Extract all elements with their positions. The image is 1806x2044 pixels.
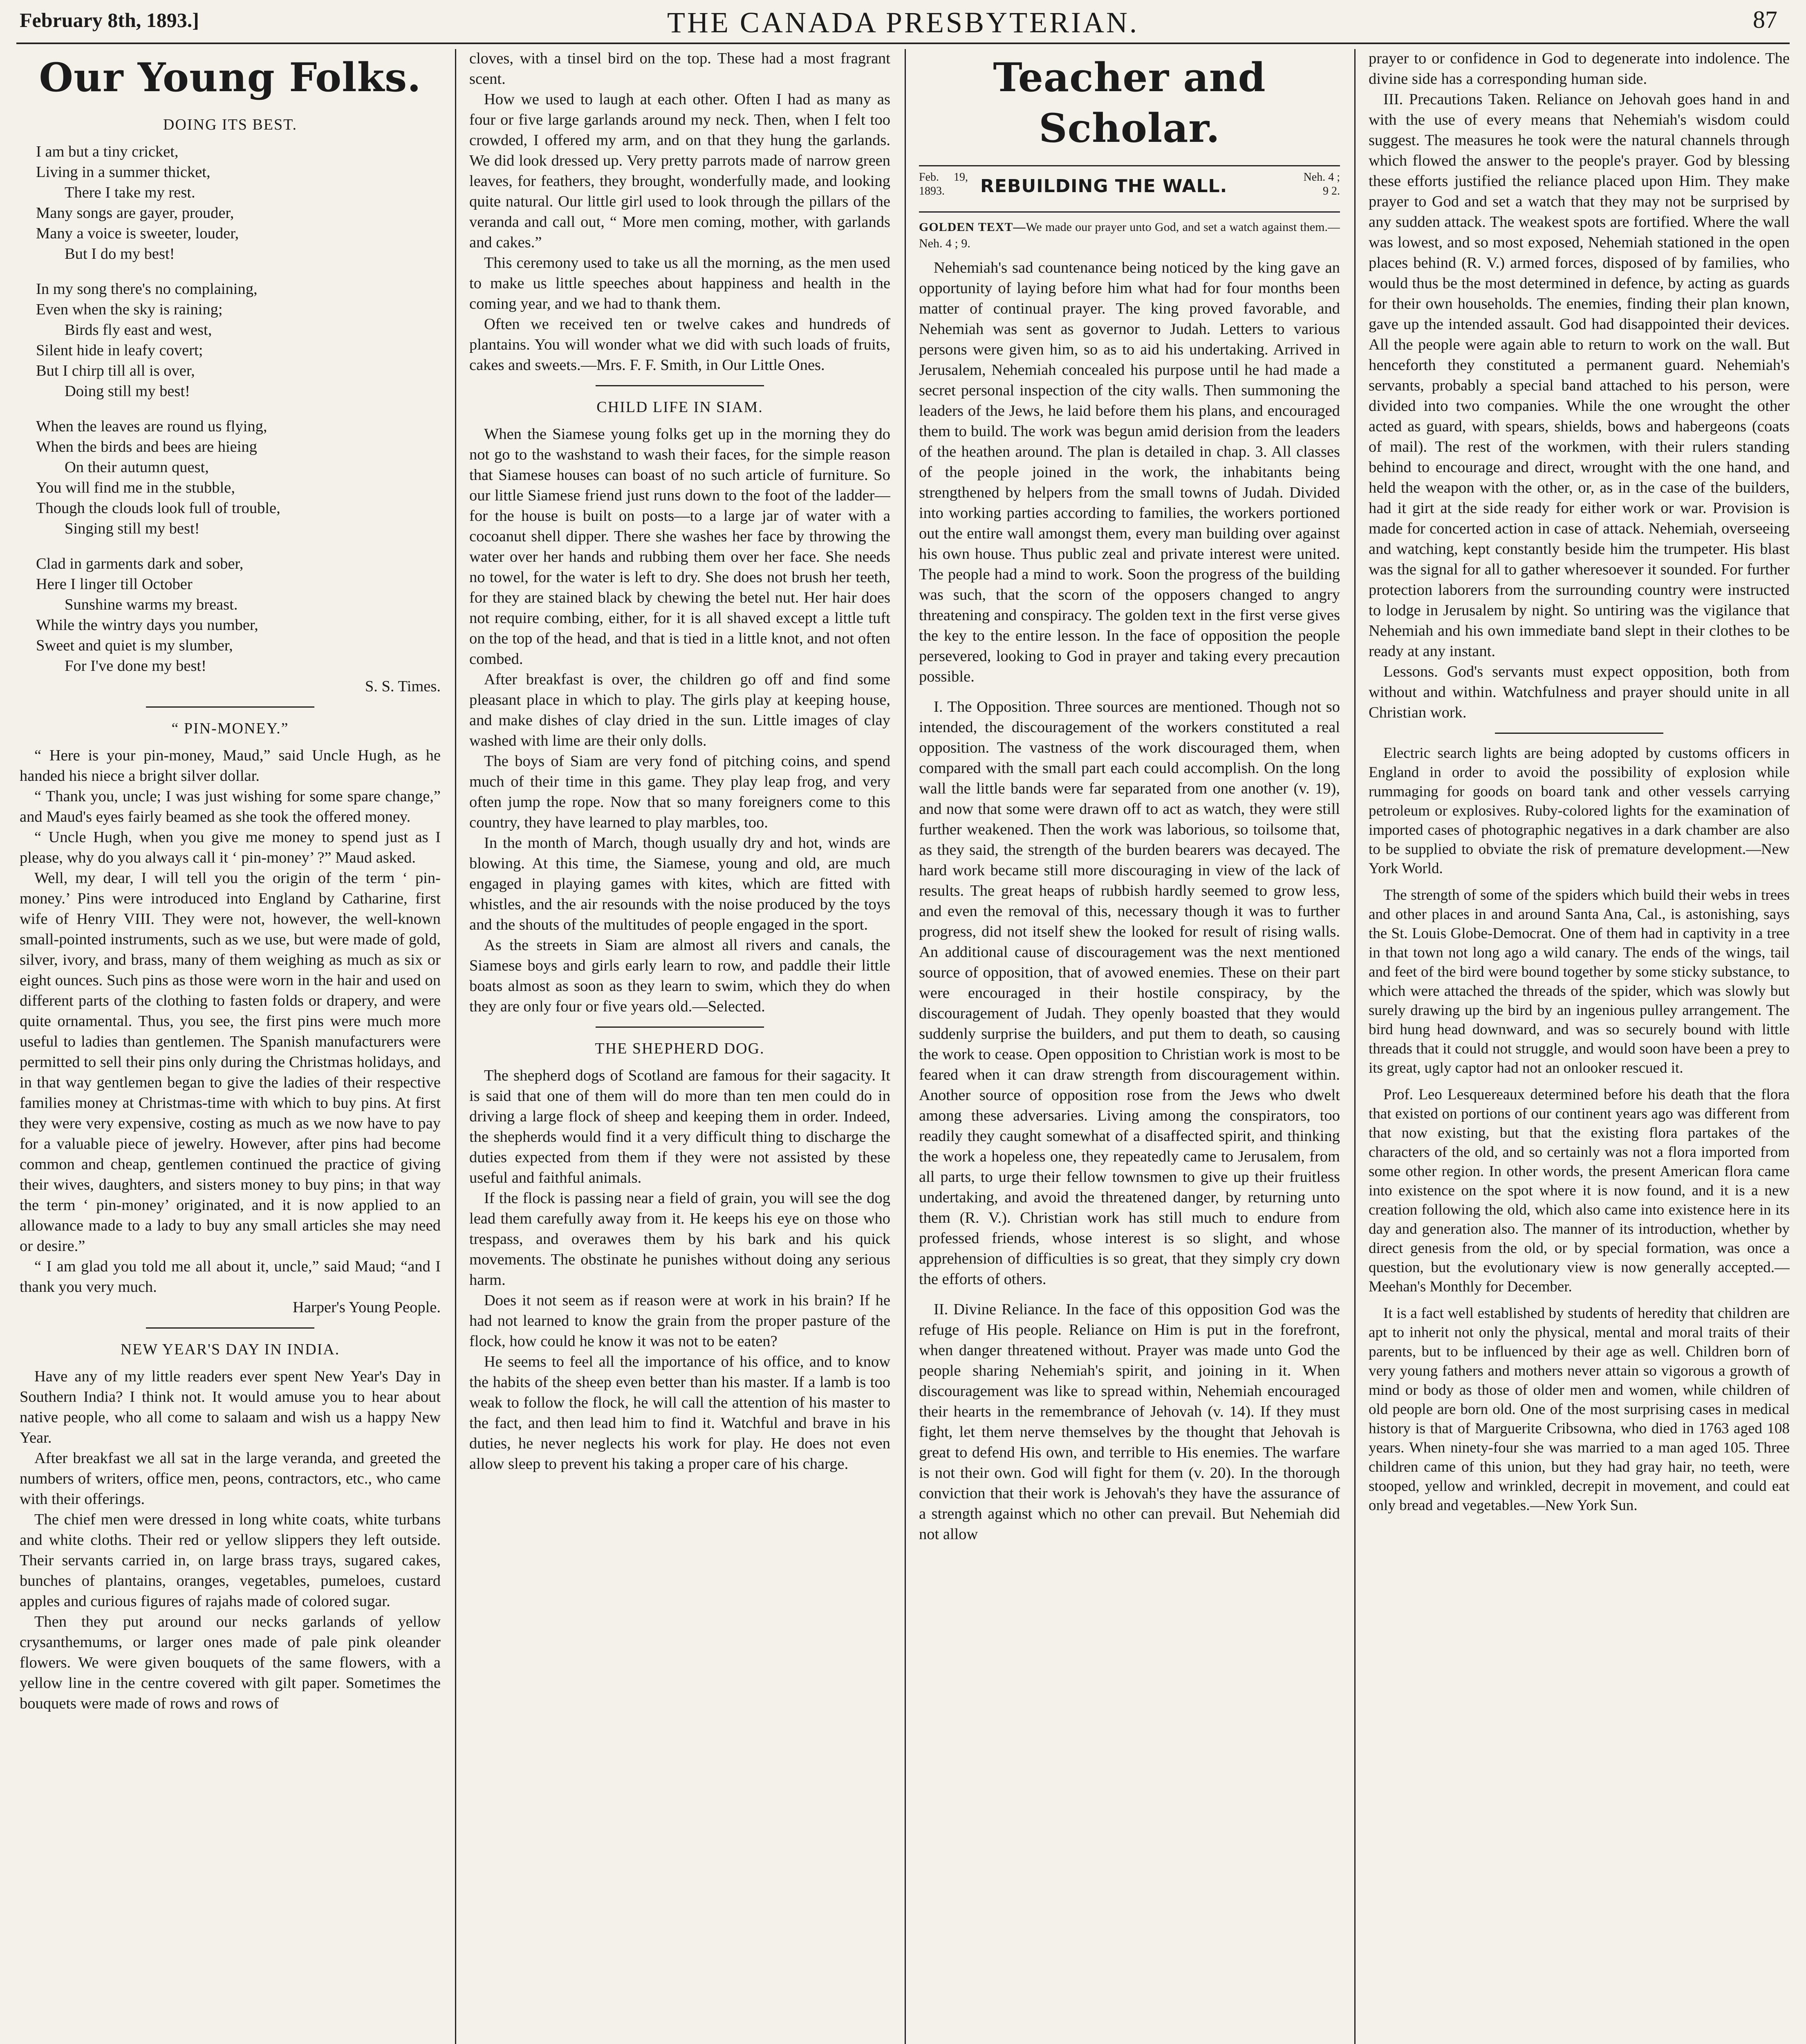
issue-date: February 8th, 1893.] — [20, 9, 199, 31]
lesson-reference: Neh. 4 ; 9 2. — [1303, 171, 1340, 197]
column-1 — [20, 48, 441, 2044]
masthead-title: THE CANADA PRESBYTERIAN. — [667, 6, 1139, 39]
article-paragraph: Lessons. God's servants must expect opposition, both from without and within. Watchfulness and prayer should unite in all Christian work. — [1369, 663, 1790, 721]
lesson-heading — [919, 165, 1340, 213]
lesson-title: REBUILDING THE WALL. — [980, 176, 1228, 197]
article-paragraph: The boys of Siam are very fond of pitching coins, and spend much of their time in this game. They play leap frog, and very often jump the rope. Now that so many foreigners come to this country, they have learned to play marbles, too. — [469, 753, 890, 831]
article-paragraph: After breakfast is over, the children go off and find some pleasant place in which to play. The girls play at keeping house, and make dishes of clay dried in the sun. Little images of clay washed with lime are their only dolls. — [469, 671, 890, 749]
column-2 — [469, 48, 890, 2044]
article-separator — [146, 1327, 314, 1329]
news-note: Prof. Leo Lesquereaux determined before his death that the flora that existed on portions of our continent years ago was different from that now existing, but that the existing flora partakes of the characters of the old, and so certainly was not a flora imported from some other region. In other words, the present American flora came into existence on the spot where it is now found, and it is a new creation following the old, which also came into existence here in its day and generation also. The manner of its introduction, whether by direct genesis from the old, or by special formation, was once a question, but the evolutionary view is now generally accepted.—Meehan's Monthly for December. — [1369, 1086, 1790, 1295]
poem — [20, 141, 441, 676]
poem-line: When the birds and bees are hieing — [36, 438, 257, 455]
news-note: It is a fact well established by students of heredity that children are apt to inherit not only the physical, mental and moral traits of their parents, but to be influenced by their age as well. Children born of very young fathers and mothers never attain so vigorous a growth of mind or body as those of older men and women, while children of old people are born old. One of the most surprising cases in medical history is that of Marguerite Cribsowna, who died in 1763 aged 108 years. When ninety-four she was married to a man aged 105. Three children came of this union, but they had gray hair, no teeth, were stooped, yellow and wrinkled, decrepit in movement, and could eat only bread and vegetables.—New York Sun. — [1369, 1305, 1790, 1514]
article-source: Harper's Young People. — [293, 1299, 441, 1316]
poem-source: S. S. Times. — [365, 678, 441, 695]
article-paragraph: II. Divine Reliance. In the face of this opposition God was the refuge of His people. Reliance on Him is put in the forefront, when danger threatened without. Prayer was made unto God the people sharing Nehemiah's spirit, and joining in it. When discouragement was like to spread within, Nehemiah encouraged their hearts in the remembrance of Jehovah (v. 14). If they must fight, let them nerve themselves by the thought that Jehovah is great to defend His own, and terrible to His enemies. The warfare is not their own. God will fight for them (v. 20). In the thorough conviction that their work is Jehovah's they have the assurance of a strength against which no other can prevail. But Nehemiah did not allow — [919, 1301, 1340, 1543]
article-title: THE SHEPHERD DOG. — [595, 1040, 765, 1057]
poem-line: While the wintry days you number, — [36, 616, 258, 634]
article-paragraph: Well, my dear, I will tell you the origin of the term ‘ pin-money.’ Pins were introduced into England by Catharine, first wife of Henry VIII. They were not, however, the well-known small-pointed instruments, such as we use, but were made of gold, silver, ivory, and brass, many of them weighing as much as six or eight ounces. Such pins as those were worn in the hair and used on different parts of the clothing to fasten folds or drapery, and were quite ornamental. Thus, you see, the first pins were much more useful to ladies than gentlemen. The Spanish manufacturers were permitted to sell their pins only during the Christmas holidays, and in that way gentlemen began to give the ladies of their respective families money at Christmas-time with which to buy pins. At first they were very expensive, costing as much as we now have to pay for a valuable piece of jewelry. However, after pins had become common and cheap, gentlemen continued the practice of giving their wives, daughters, and sisters money to buy pins; in that way the term ‘ pin-money’ originated, and it is now applied to an allowance made to a lady to buy any small articles she may need or desire.” — [20, 870, 441, 1255]
poem-line: Even when the sky is raining; — [36, 301, 223, 318]
golden-text — [919, 219, 1340, 252]
column-4 — [1369, 48, 1790, 2044]
article-paragraph: The chief men were dressed in long white coats, white turbans and white cloths. Their red or yellow slippers they left outside. Their servants carried in, on large brass trays, sugared cakes, bunches of plantains, oranges, vegetables, pumeloes, custard apples and curious figures of rajahs made of colored sugar. — [20, 1511, 441, 1610]
article-separator — [596, 385, 764, 386]
poem-line: On their autumn quest, — [65, 459, 209, 476]
news-note: The strength of some of the spiders which build their webs in trees and other places in and around Santa Ana, Cal., is astonishing, says the St. Louis Globe-Democrat. One of them had in captivity in a tree in that town not long ago a wild canary. The ends of the wings, tail and feet of the bird were bound together by some sticky substance, to which were attached the threads of the spider, which was slowly but surely drawing up the bird by an ingenious pulley arrangement. The bird hung head downward, and was so securely bound with little threads that it could not struggle, and would soon have been a prey to its great, ugly captor had not an onlooker rescued it. — [1369, 887, 1790, 1076]
poem-line: Birds fly east and west, — [65, 321, 212, 338]
article-paragraph: Does it not seem as if reason were at work in his brain? If he had not learned to know the grain from the proper pasture of the flock, how could he know it was not to be eaten? — [469, 1292, 890, 1350]
poem-stanza — [36, 416, 441, 539]
article-title: “ PIN-MONEY.” — [171, 720, 289, 737]
poem-line: There I take my rest. — [65, 184, 195, 201]
article-paragraph: Have any of my little readers ever spent New Year's Day in Southern India? I think not. It would amuse you to hear about native people, who all come to salaam and wish us a happy New Year. — [20, 1368, 441, 1446]
poem-line: Doing still my best! — [65, 383, 190, 400]
page-number: 87 — [1753, 6, 1777, 33]
page-header — [0, 0, 1806, 43]
article-title: CHILD LIFE IN SIAM. — [596, 399, 763, 416]
poem-stanza — [36, 141, 441, 264]
header-rule — [16, 43, 1790, 44]
article-paragraph: The shepherd dogs of Scotland are famous for their sagacity. It is said that one of them will do more than ten men could do in driving a large flock of sheep and keeping them in order. Indeed, the shepherds would find it a very difficult thing to discharge the duties expected from them if they were not assisted by these useful and faithful animals. — [469, 1067, 890, 1186]
poem-line: Singing still my best! — [65, 520, 200, 537]
article-separator — [146, 706, 314, 708]
article-paragraph: As the streets in Siam are almost all rivers and canals, the Siamese boys and girls early learn to row, and paddle their little boats almost as soon as they learn to swim, which they do when they are only four or five years old.—Selected. — [469, 937, 890, 1015]
article-paragraph: prayer to or confidence in God to degenerate into indolence. The divine side has a corresponding human side. — [1369, 50, 1790, 87]
column-divider — [455, 49, 456, 2044]
article-paragraph: He seems to feel all the importance of his office, and to know the habits of the sheep even better than his master. If a lamb is too weak to follow the flock, he will call the attention of his master to the fact, and then lead him to find it. Watchful and brave in his duties, he never neglects his work for play. He does not even allow sleep to prevent his taking a proper care of his charge. — [469, 1353, 890, 1472]
golden-text-label: GOLDEN TEXT— — [919, 220, 1026, 234]
column-divider — [1354, 49, 1356, 2044]
article-paragraph: cloves, with a tinsel bird on the top. These had a most fragrant scent. — [469, 50, 890, 87]
poem-line: Many songs are gayer, prouder, — [36, 204, 234, 222]
article-paragraph: When the Siamese young folks get up in the morning they do not go to the washstand to wash their faces, for the simple reason that Siamese houses can boast of no such article of furniture. So our little Siamese friend just runs down to the foot of the ladder—for the house is built on posts—to a large jar of water with a cocoanut shell dipper. There she washes her face by throwing the water over her hands and rubbing them over her face. She needs no towel, for the water is left to dry. She does not brush her teeth, for they are stained black by chewing the betel nut. Her hair does not require combing, either, for it is all shaved except a little tuft on the top of the head, and that is tied in a little knot, and not often combed. — [469, 426, 890, 668]
article-title: NEW YEAR'S DAY IN INDIA. — [120, 1341, 340, 1358]
article-paragraph: How we used to laugh at each other. Often I had as many as four or five large garlands around my neck. Then, when I felt too crowded, I offered my arm, and on that they hung the garlands. We did look dressed up. Very pretty parrots made of narrow green leaves, for feathers, they brought, wonderfully made, and looking quite natural. Our little girl used to look through the pillars of the veranda and call out, “ More men coming, mother, with garlands and cakes.” — [469, 91, 890, 251]
poem-line: You will find me in the stubble, — [36, 479, 235, 496]
section-banner-teacher-scholar: Teacher and Scholar. — [993, 54, 1266, 151]
column-3 — [919, 48, 1340, 2044]
poem-line: Many a voice is sweeter, louder, — [36, 225, 239, 242]
article-paragraph: In the month of March, though usually dry and hot, winds are blowing. At this time, the Siamese, young and old, are much engaged in playing games with kites, which are fitted with whistles, and the air resounds with the noise produced by the toys and the shouts of the multitudes of people engaged in the sport. — [469, 834, 890, 933]
poem-line: Here I linger till October — [36, 576, 193, 593]
poem-line: I am but a tiny cricket, — [36, 143, 179, 160]
poem-line: But I do my best! — [65, 245, 175, 262]
article-paragraph: “ Thank you, uncle; I was just wishing for some spare change,” and Maud's eyes fairly beamed as she took the offered money. — [20, 788, 441, 825]
article-paragraph: Then they put around our necks garlands of yellow crysanthemums, or larger ones made of pale pink oleander flowers. We were given bouquets of the same flowers, with a yellow line in the centre covered with gilt paper. Sometimes the bouquets were made of rows and rows of — [20, 1613, 441, 1712]
poem-line: Living in a summer thicket, — [36, 164, 211, 181]
news-notes — [1369, 744, 1790, 1515]
poem-line: Though the clouds look full of trouble, — [36, 500, 280, 517]
poem-line: In my song there's no complaining, — [36, 280, 258, 298]
column-divider — [905, 49, 906, 2044]
poem-line: When the leaves are round us flying, — [36, 418, 267, 435]
news-note: Electric search lights are being adopted by customs officers in England in order to avoid the possibility of explosion while rummaging for goods on board tank and other vessels carrying petroleum or explosives. Ruby-colored lights for the examination of imported cases of photographic negatives in a dark chamber are also to be supplied to obviate the risk of premature development.—New York World. — [1369, 745, 1790, 877]
poem-line: Silent hide in leafy covert; — [36, 342, 203, 359]
poem-title: DOING ITS BEST. — [163, 116, 297, 133]
poem-line: Sunshine warms my breast. — [65, 596, 238, 613]
article-separator — [596, 1026, 764, 1028]
article-paragraph: “ Uncle Hugh, when you give me money to spend just as I please, why do you always call it ‘ pin-money’ ?” Maud asked. — [20, 829, 441, 866]
article-paragraph: “ Here is your pin-money, Maud,” said Uncle Hugh, as he handed his niece a bright silver dollar. — [20, 747, 441, 784]
article-paragraph: I. The Opposition. Three sources are mentioned. Though not so intended, the discouragement of the workers constituted a real opposition. The vastness of the work discouraged them, when compared with the small part each could accomplish. On the long wall the little bands were far separated from one another (v. 19), and now that some were drawn off to act as watch, they were still further weakened. Then the work was laborious, so toilsome that, as they said, the strength of the burden bearers was decayed. The hard work became still more discouraging in view of the lack of results. The great heaps of rubbish hardly seemed to grow less, and even the removal of this, necessary though it was to further progress, did not itself shew the looked for result of rising walls. An additional cause of discouragement was the next mentioned source of opposition, that of avowed enemies. These on their part were encouraged in their hostile conspiracy, by the discouragement of Judah. They openly boasted that they would suddenly surprise the builders, and put them to death, so causing the work to cease. Open opposition to Christian work is most to be feared when it can draw strength from discouragement within. Another source of opposition rose from the Jews who dwelt among these adversaries. Living among the conspirators, too readily they caught somewhat of a disaffected spirit, and thinking the work a hopeless one, they repeatedly came to Jerusalem, from all parts, to urge their fellow townsmen to give up their fruitless undertaking, and avoid the threatened danger, by returning unto them (R. V.). Christian work has still much to endure from professed friends, whose interest is so slight, and whose apprehension of difficulties is so great, that they simply cry down the efforts of others. — [919, 698, 1340, 1288]
article-paragraph: This ceremony used to take us all the morning, as the men used to make us little speeches about happiness and health in the coming year, and we had to thank them. — [469, 254, 890, 312]
poem-stanza — [36, 554, 441, 676]
article-paragraph: “ I am glad you told me all about it, uncle,” said Maud; “and I thank you very much. — [20, 1258, 441, 1295]
golden-text-body: We made our prayer unto God, and set a watch against them.—Neh. 4 ; 9. — [919, 220, 1340, 250]
article-paragraph: Often we received ten or twelve cakes and hundreds of plantains. You will wonder what we did with such loads of fruits, cakes and sweets.—Mrs. F. F. Smith, in Our Little Ones. — [469, 316, 890, 374]
article-paragraph: III. Precautions Taken. Reliance on Jehovah goes hand in and with the use of every means that Nehemiah's wisdom could suggest. The measures he took were the natural channels through which flowed the answer to the people's prayer. God by blessing these efforts justified the reliance placed upon Him. They make prayer to God and set a watch that they may not be surprised by any sudden attack. The weakest spots are fortified. Where the wall was lowest, and so most exposed, Nehemiah stationed in the open places behind (R. V.) armed forces, disposed of by families, who would thus be the most determined in defence, by acting as guards for their own households. The enemies, finding their plan known, gave up the intended assault. God had disappointed their devices. All the people were again able to return to work on the wall. But henceforth they constituted a permanent guard. Nehemiah's servants, probably a special band attached to his person, were divided into two companies. While the one wrought the other acted as guard, with spears, shields, bows and habergeons (coats of mail). The rest of the workmen, with their rulers standing behind to encourage and direct, wrought with the one hand, and held the weapon with the other, or, as in the case of the builders, had it girt at the side ready for either work or war. Provision is made for concerted action in case of attack. Nehemiah, overseeing and watching, kept constantly beside him the trumpeter. His blast was the signal for all to gather wheresoever it sounded. For further protection laborers from the surrounding country were instructed to lodge in Jerusalem by night. So untiring was the vigilance that Nehemiah and his own immediate band slept in their clothes to be ready at any instant. — [1369, 91, 1790, 660]
article-paragraph: After breakfast we all sat in the large veranda, and greeted the numbers of writers, office men, peons, contractors, etc., who came with their offerings. — [20, 1450, 441, 1508]
poem-line: For I've done my best! — [65, 657, 206, 675]
poem-stanza — [36, 279, 441, 401]
lesson-date: Feb. 19, 1893. — [919, 171, 968, 197]
poem-line: But I chirp till all is over, — [36, 362, 195, 379]
section-banner-young-folks: Our Young Folks. — [39, 54, 421, 101]
article-paragraph: If the flock is passing near a field of grain, you will see the dog lead them carefully away from it. He keeps his eye on those who trespass, and overawes them by his bark and his quick movements. The obstinate he punishes without doing any serious harm. — [469, 1190, 890, 1289]
article-paragraph: Nehemiah's sad countenance being noticed by the king gave an opportunity of laying before him what had for four months been matter of continual prayer. The king proved favorable, and Nehemiah was sent as governor to Judah. Letters to various persons were given him, so as to aid his undertaking. Arrived in Jerusalem, Nehemiah concealed his purpose until he had made a secret personal inspection of the city walls. Then summoning the leaders of the Jews, he laid before them his plans, and encouraged them to build. The work was begun amid derision from the leaders of the heathen around. The plan is detailed in chap. 3. All classes of the people joined in the work, the inhabitants being strengthened by helpers from the small towns of Judah. Divided into working parties according to families, the workers portioned out the entire wall amongst them, every man building over against his own house. Thus public zeal and private interest were united. The people had a mind to work. Soon the progress of the building was such, that the scorn of the opposers changed to angry threatening and conspiracy. The golden text in the first verse gives the key to the entire lesson. In the face of opposition the people persevered, looking to God in prayer and taking every precaution possible. — [919, 259, 1340, 685]
poem-line: Clad in garments dark and sober, — [36, 555, 244, 572]
poem-line: Sweet and quiet is my slumber, — [36, 637, 233, 654]
